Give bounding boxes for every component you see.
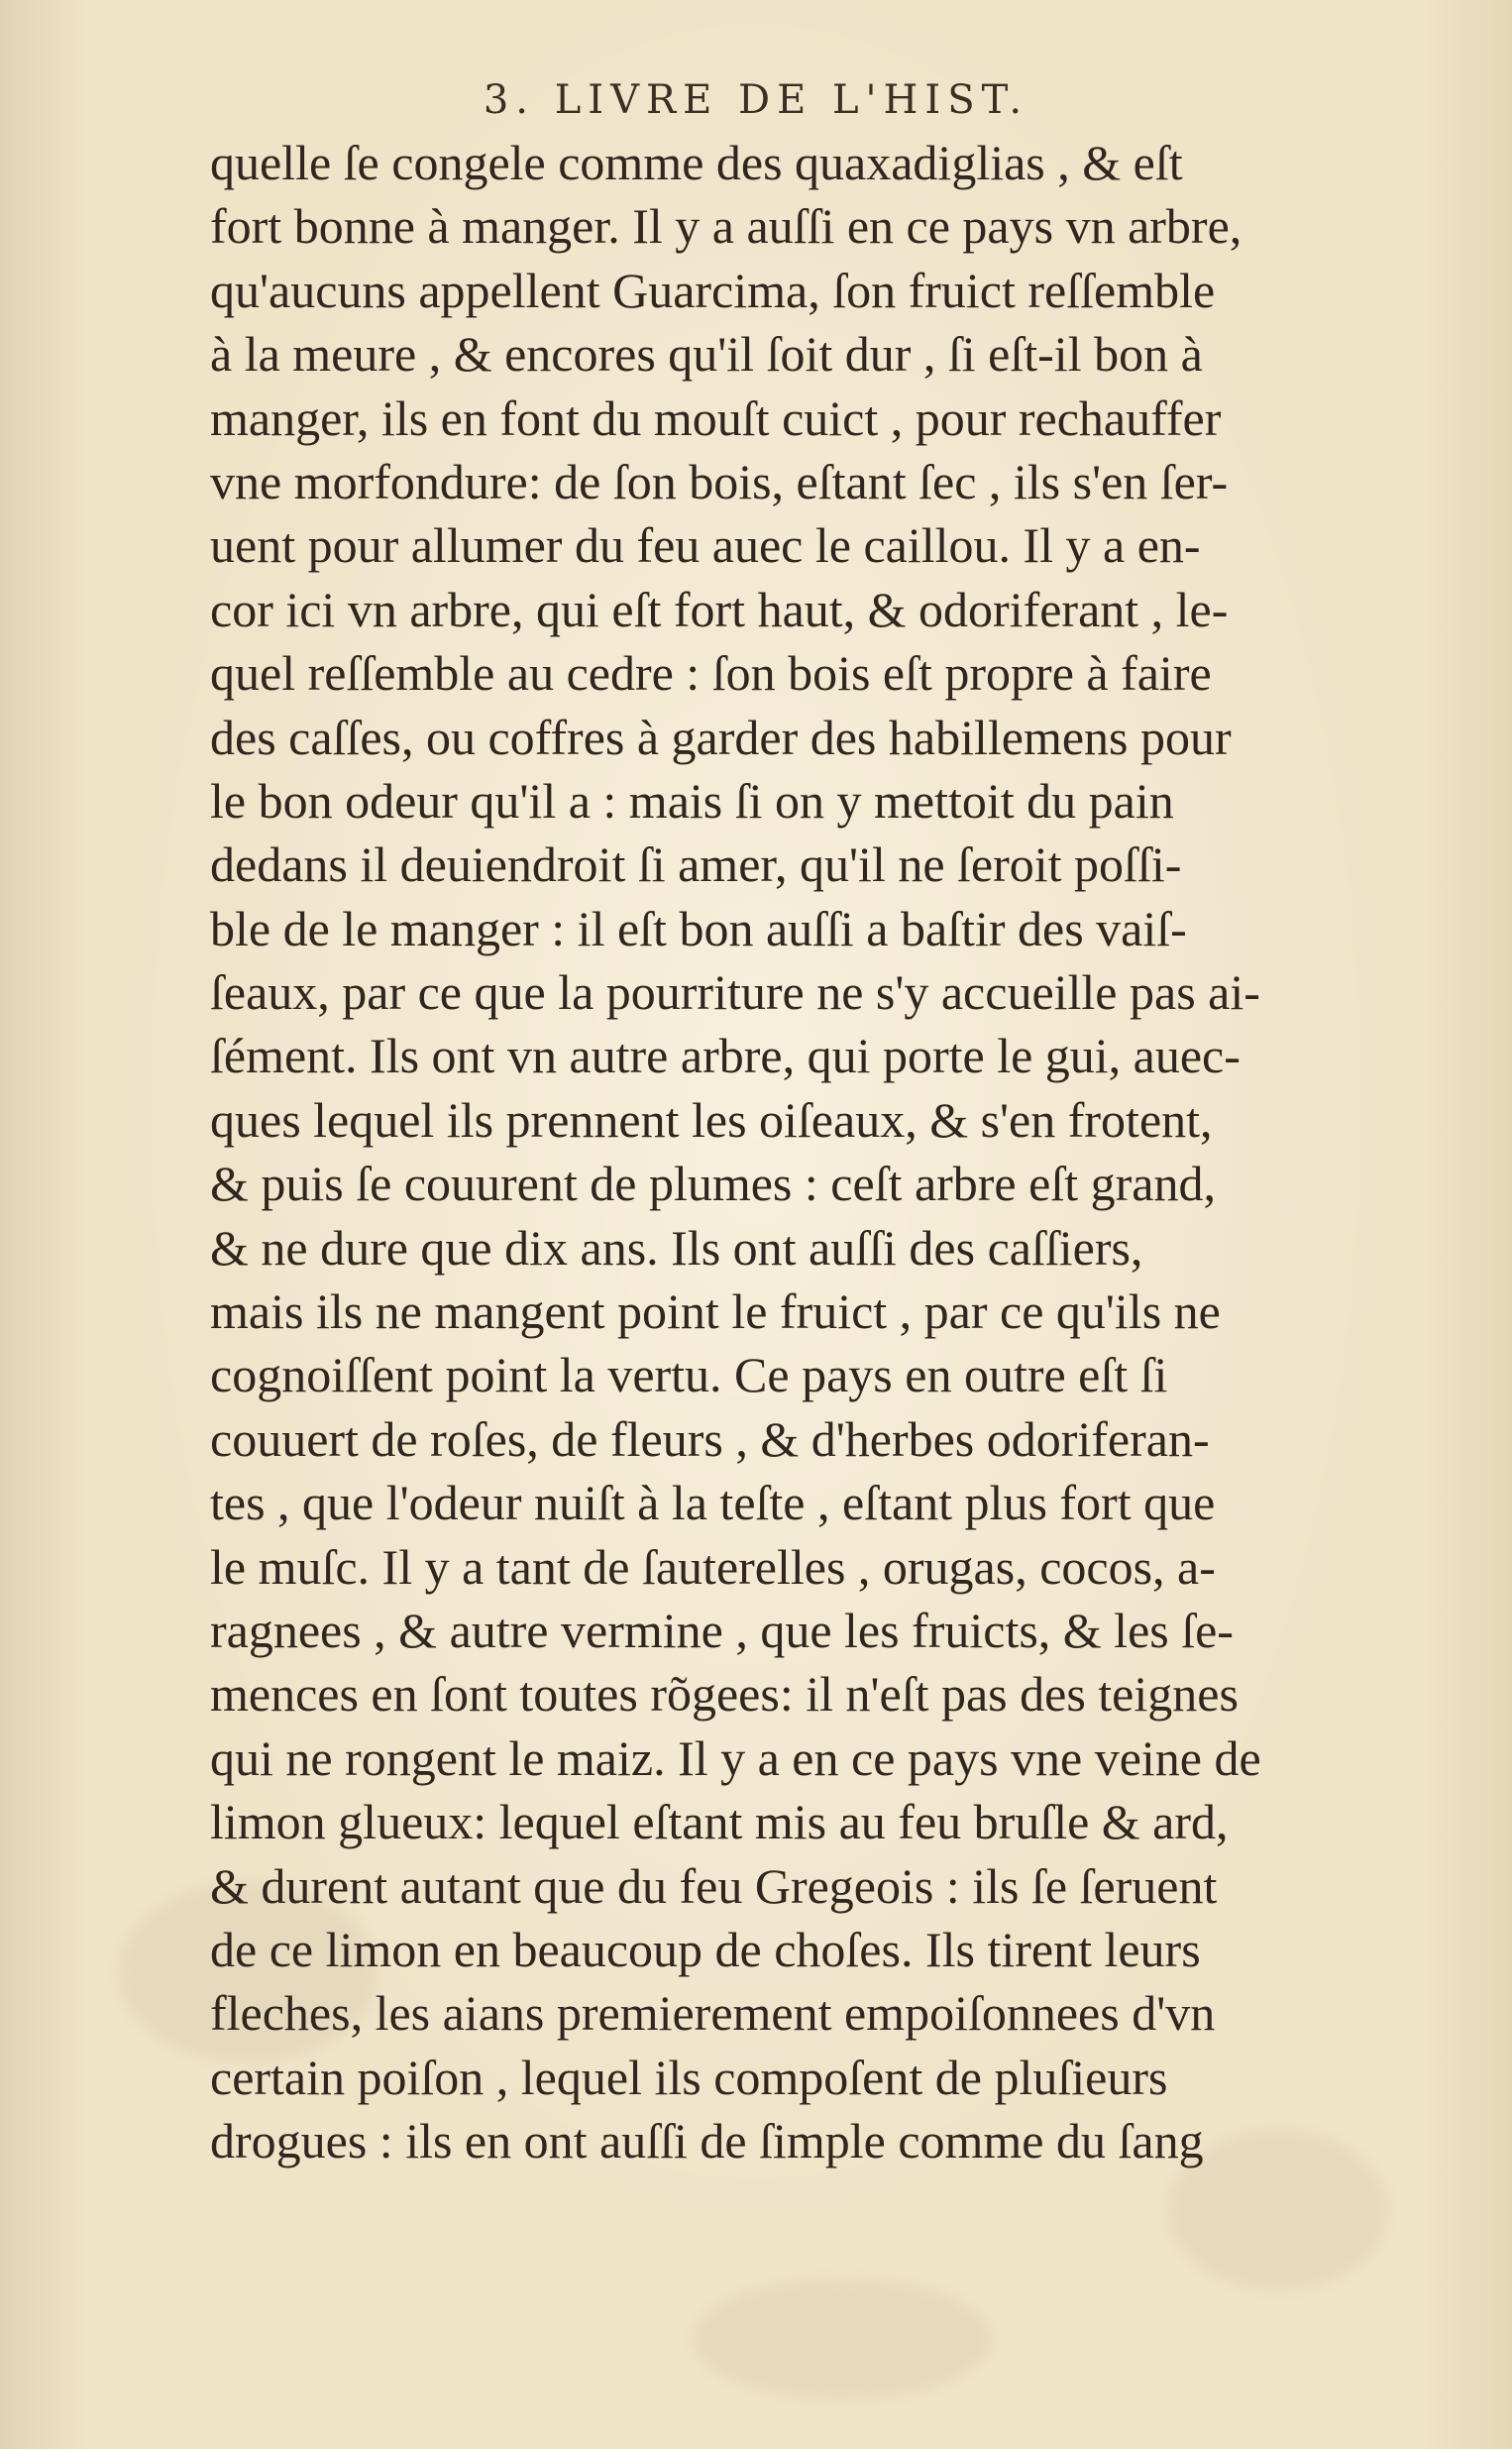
- text-line: certain poiſon , lequel ils compoſent de pluſieurs: [210, 2049, 1168, 2105]
- text-line: le muſc. Il y a tant de ſauterelles , orugas, cocos, a-: [210, 1538, 1216, 1595]
- text-line: des caſſes, ou coffres à garder des habillemens pour: [210, 709, 1232, 765]
- text-line: de ce limon en beaucoup de choſes. Ils tirent leurs: [210, 1921, 1201, 1977]
- text-line: fleches, les aians premierement empoiſonnees d'vn: [210, 1985, 1216, 2042]
- text-line: quelle ſe congele comme des quaxadiglias , & eſt: [210, 135, 1183, 190]
- text-line: le bon odeur qu'il a : mais ſi on y mettoit du pain: [210, 772, 1174, 829]
- text-line: uent pour allumer du feu auec le caillou. Il y a en-: [210, 517, 1201, 574]
- text-line: ble de le manger : il eſt bon auſſi a baſtir des vaiſ-: [210, 900, 1187, 956]
- text-line: ragnees , & autre vermine , que les fruicts, & les ſe-: [210, 1602, 1234, 1658]
- text-line: limon glueux: lequel eſtant mis au feu bruſle & ard,: [210, 1794, 1229, 1850]
- text-line: mences en ſont toutes rõgees: il n'eſt pas des teignes: [210, 1666, 1239, 1723]
- text-line: dedans il deuiendroit ſi amer, qu'il ne ſeroit poſſi-: [210, 836, 1182, 893]
- running-header: 3. LIVRE DE L'HIST.: [483, 77, 1029, 123]
- text-line: mais ils ne mangent point le fruict , par ce qu'ils ne: [210, 1283, 1221, 1340]
- text-line: ſément. Ils ont vn autre arbre, qui porte le gui, auec-: [210, 1028, 1241, 1084]
- paper-stain: [694, 2280, 991, 2398]
- text-line: & durent autant que du feu Gregeois : ils ſe ſeruent: [210, 1857, 1218, 1914]
- text-line: cognoiſſent point la vertu. Ce pays en outre eſt ſi: [210, 1347, 1168, 1403]
- text-line: ques lequel ils prennent les oiſeaux, & s'en frotent,: [210, 1091, 1213, 1148]
- text-line: manger, ils en font du mouſt cuict , pour rechauffer: [210, 390, 1222, 446]
- text-line: qu'aucuns appellent Guarcima, ſon fruict reſſemble: [210, 262, 1216, 318]
- text-line: fort bonne à manger. Il y a auſſi en ce pays vn arbre,: [210, 198, 1242, 255]
- body-text: [210, 131, 1399, 2173]
- text-line: cor ici vn arbre, qui eſt fort haut, & odoriferant , le-: [210, 581, 1229, 637]
- text-line: qui ne rongent le maiz. Il y a en ce pays vne veine de: [210, 1729, 1261, 1786]
- text-line: quel reſſemble au cedre : ſon bois eſt propre à faire: [210, 645, 1212, 702]
- text-line: drogues : ils en ont auſſi de ſimple comme du ſang: [210, 2113, 1204, 2170]
- text-line: vne morfondure: de ſon bois, eſtant ſec , ils s'en ſer-: [210, 453, 1229, 509]
- text-line: ſeaux, par ce que la pourriture ne s'y accueille pas ai-: [210, 964, 1260, 1021]
- text-line: tes , que l'odeur nuiſt à la teſte , eſtant plus fort que: [210, 1475, 1216, 1531]
- text-line: & puis ſe couurent de plumes : ceſt arbre eſt grand,: [210, 1156, 1216, 1212]
- text-line: à la meure , & encores qu'il ſoit dur , ſi eſt-il bon à: [210, 326, 1203, 383]
- text-line: & ne dure que dix ans. Ils ont auſſi des caſſiers,: [210, 1219, 1143, 1276]
- text-line: couuert de roſes, de fleurs , & d'herbes odoriferan-: [210, 1410, 1210, 1467]
